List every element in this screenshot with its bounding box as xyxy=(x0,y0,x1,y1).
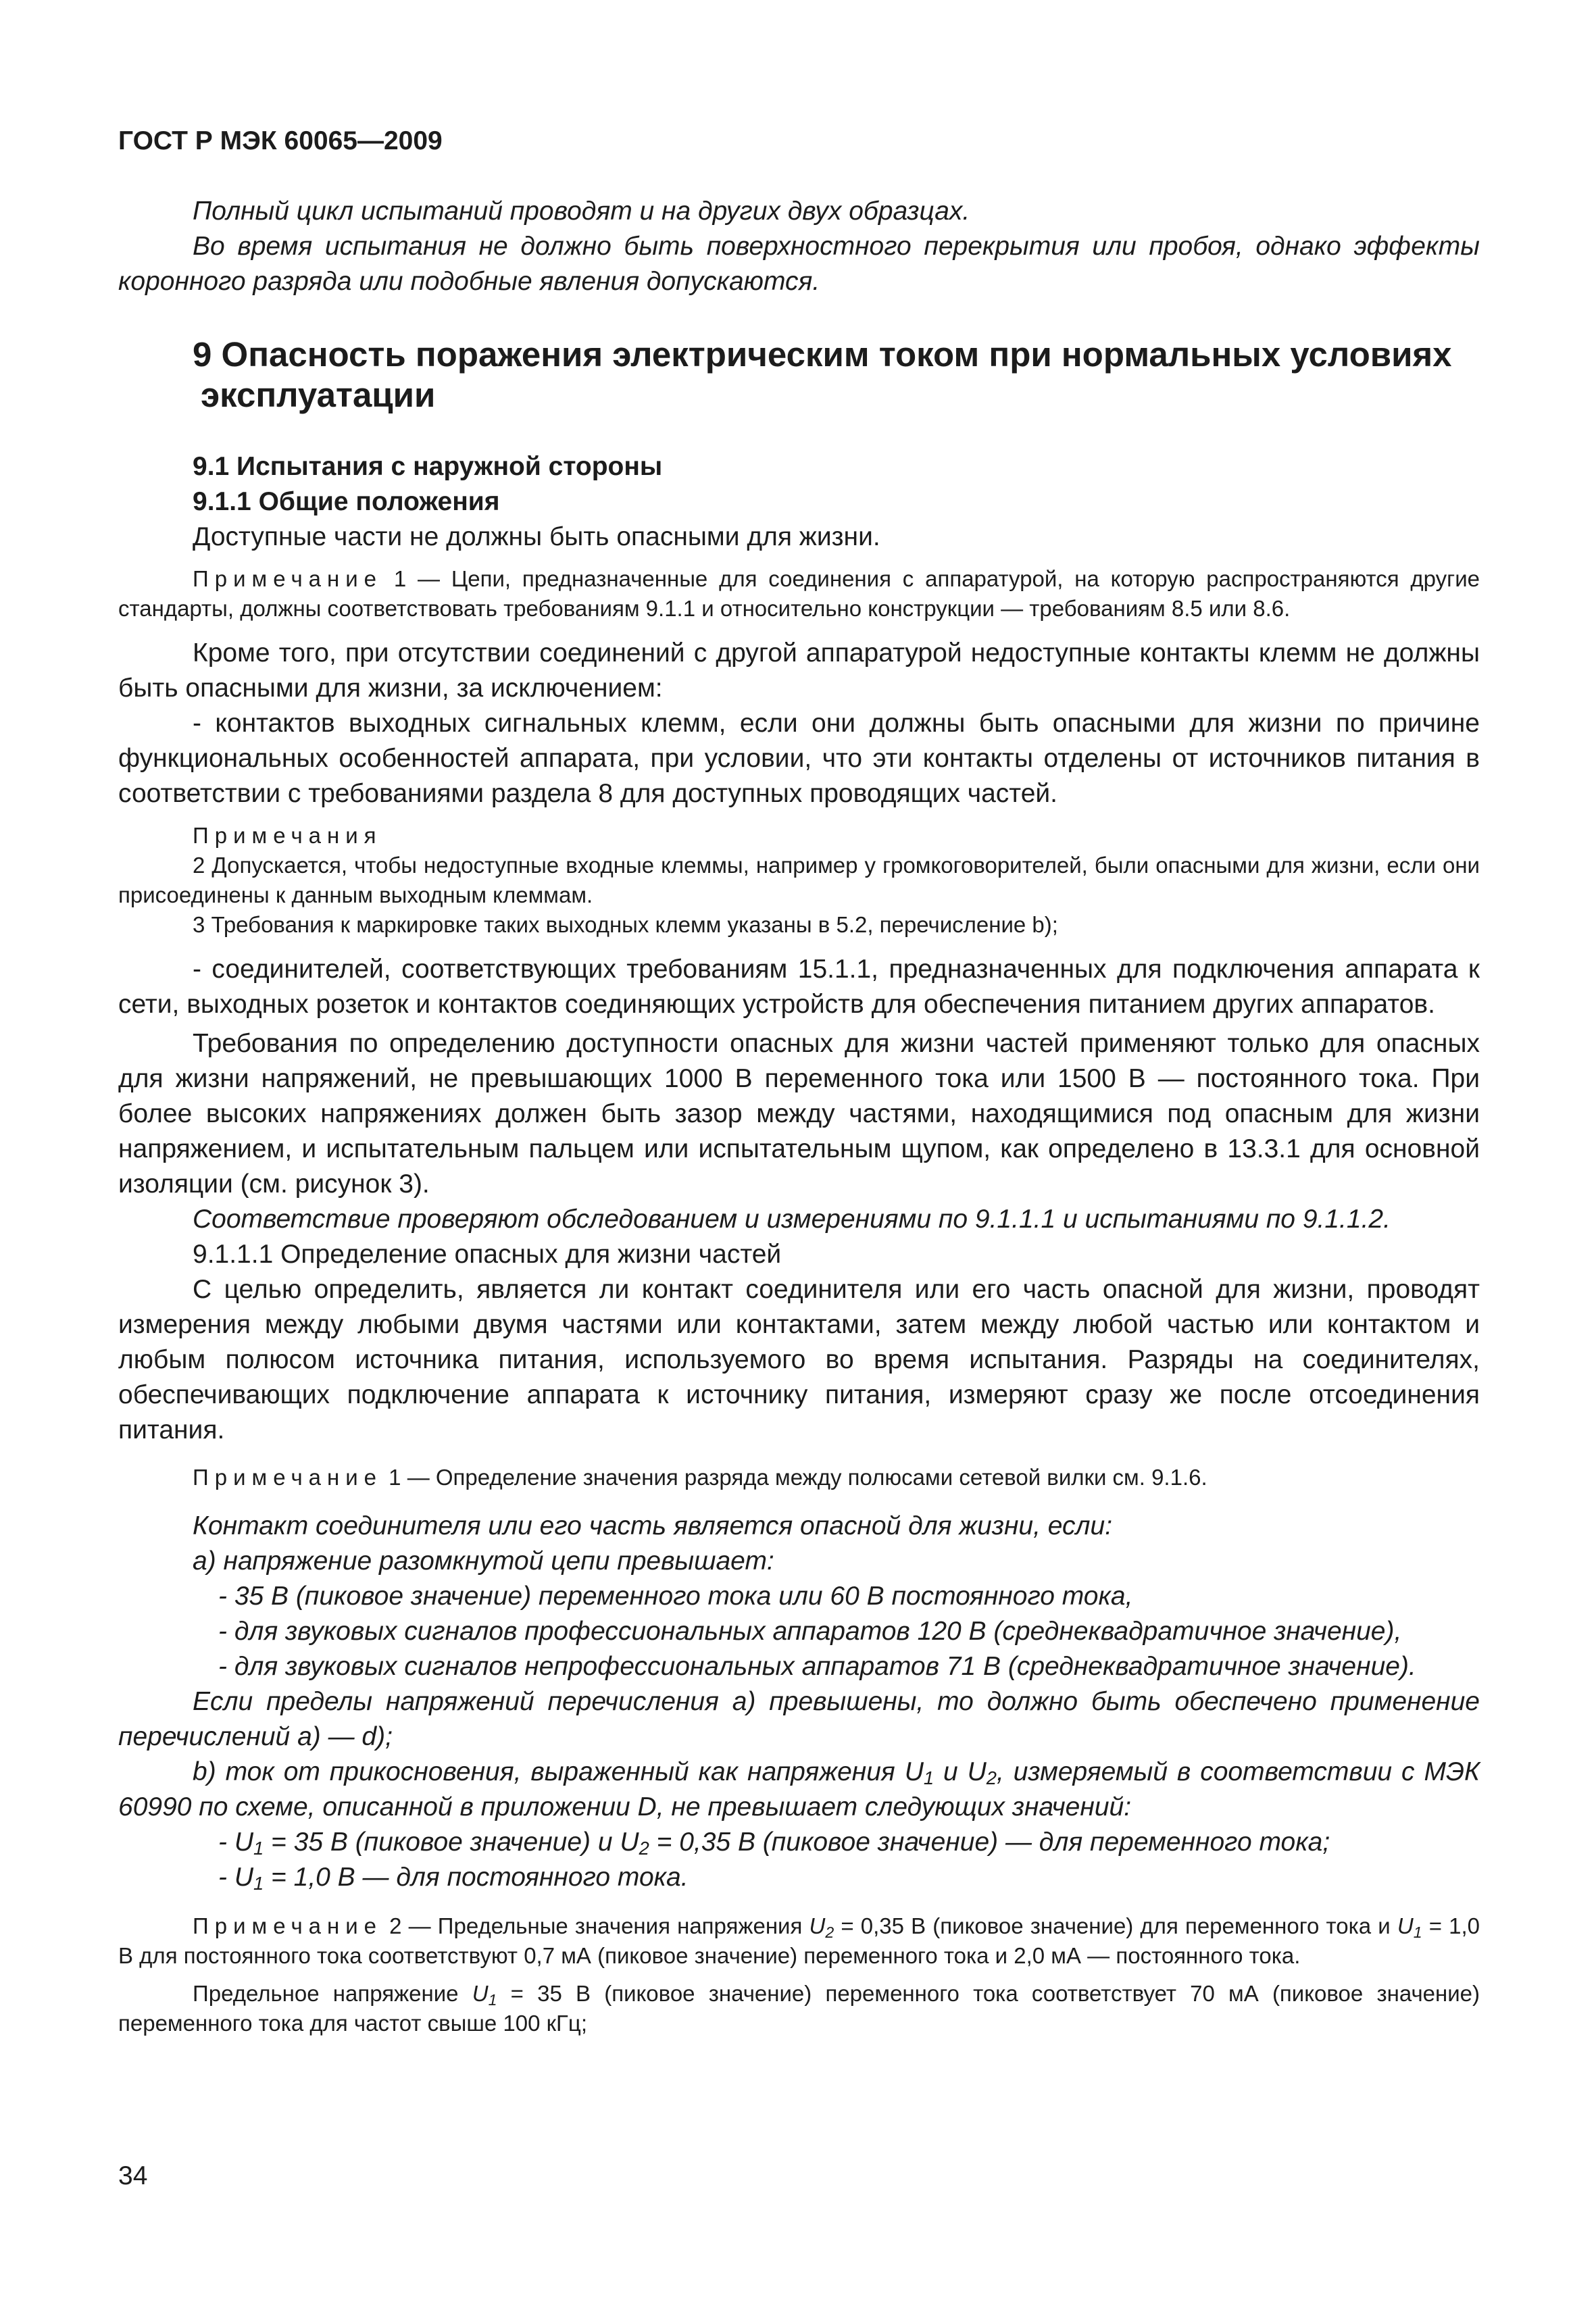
subsection-9-1-1-1-heading: 9.1.1.1 Определение опасных для жизни частей xyxy=(193,1240,782,1269)
criteria-b-text-2: и xyxy=(934,1757,968,1786)
criteria-b-item-2 xyxy=(118,1860,1480,1895)
note-2b-text-1: Предельное напряжение xyxy=(193,1981,472,2006)
subscript-2: 2 xyxy=(986,1767,997,1788)
subsection-9-1-1-heading: 9.1.1 Общие положения xyxy=(193,487,500,516)
subscript-2: 2 xyxy=(639,1838,649,1859)
notes-2-3-label: Примечания xyxy=(193,823,382,848)
note-2-limits xyxy=(118,1911,1480,1971)
note-1-discharge-text: 1 — Определение значения разряда между полюсами сетевой вилки см. 9.1.6. xyxy=(382,1465,1207,1490)
symbol-u: U xyxy=(472,1981,489,2006)
note-1-label: Примечание xyxy=(193,566,383,591)
section-9-heading xyxy=(118,334,1480,416)
subscript-1: 1 xyxy=(253,1838,264,1859)
paragraph-inaccessible-contacts: Кроме того, при отсутствии соединений с другой аппаратурой недоступные контакты клемм не должны быть опасными для жизни, за исключением: xyxy=(118,638,1480,703)
note-1-discharge xyxy=(118,1463,1480,1492)
dash: - xyxy=(218,1828,234,1857)
note-1-discharge-label: Примечание xyxy=(193,1465,383,1490)
criteria-b-text-1: b) ток от прикосновения, выраженный как напряжения xyxy=(193,1757,905,1786)
subscript-1: 1 xyxy=(253,1873,264,1894)
note-2-text: 2 Допускается, чтобы недоступные входные клеммы, например у громкоговорителей, были опасными для жизни, если они присоединены к данным выходным клеммам. xyxy=(118,853,1480,907)
note-2-text-2: = 0,35 В (пиковое значение) для переменного тока и xyxy=(834,1913,1397,1938)
criteria-b-item-2-post: = 1,0 В — для постоянного тока. xyxy=(264,1863,689,1892)
note-2b-text-2: = 35 В (пиковое значение) переменного тока соответствует 70 мА (пиковое значение) переменного тока для частот свыше 100 кГц; xyxy=(118,1981,1480,2036)
criteria-intro: Контакт соединителя или его часть является опасной для жизни, если: xyxy=(193,1511,1113,1540)
note-2-label: Примечание xyxy=(193,1913,383,1938)
criteria-b-item-1-post: = 0,35 В (пиковое значение) — для переменного тока; xyxy=(649,1828,1330,1857)
intro-paragraph-1: Полный цикл испытаний проводят и на других двух образцах. xyxy=(193,197,970,226)
note-2-text-1: 2 — Предельные значения напряжения xyxy=(382,1913,809,1938)
criteria-a-item-1: - 35 В (пиковое значение) переменного тока или 60 В постоянного тока, xyxy=(218,1582,1133,1611)
note-1 xyxy=(118,564,1480,624)
note-1-text: 1 — Цепи, предназначенные для соединения с аппаратурой, на которую распространяются другие стандарты, должны соответствовать требованиям 9.1.1 и относительно конструкции — требованиям 8.5 или 8.6. xyxy=(118,566,1480,621)
paragraph-accessible-parts: Доступные части не должны быть опасными для жизни. xyxy=(193,522,880,551)
page-number: 34 xyxy=(118,2161,148,2190)
intro-paragraph-2: Во время испытания не должно быть поверхностного перекрытия или пробоя, однако эффекты коронного разряда или подобные явления допускаются. xyxy=(118,232,1480,296)
symbol-u: U xyxy=(620,1828,639,1857)
criteria-a-item-3: - для звуковых сигналов непрофессиональных аппаратов 71 В (среднеквадратичное значение). xyxy=(218,1652,1416,1681)
symbol-u: U xyxy=(809,1913,826,1938)
symbol-u: U xyxy=(904,1757,924,1786)
symbol-u: U xyxy=(234,1863,253,1892)
paragraph-accessibility-requirements: Требования по определению доступности опасных для жизни частей применяют только для опасных для жизни напряжений, не превышающих 1000 В переменного тока или 1500 В — постоянного тока. При более высоких напряжениях должен быть зазор между частями, находящимися под опасным для жизни напряжением, и испытательным пальцем или испытательным щупом, как определено в 13.3.1 для основной изоляции (см. рисунок 3). xyxy=(118,1029,1480,1199)
criteria-a: а) напряжение разомкнутой цепи превышает: xyxy=(193,1546,774,1576)
subscript-1: 1 xyxy=(923,1767,934,1788)
subscript-1: 1 xyxy=(1413,1923,1422,1941)
subsection-9-1-heading: 9.1 Испытания с наружной стороны xyxy=(193,452,663,481)
note-2-continuation xyxy=(118,1979,1480,2038)
paragraph-connectors: - соединителей, соответствующих требованиям 15.1.1, предназначенных для подключения аппарата к сети, выходных розеток и контактов соединяющих устройств для обеспечения питанием других аппаратов. xyxy=(118,955,1480,1019)
section-9-title-line2: эксплуатации xyxy=(201,376,436,414)
section-9-title-line1: 9 Опасность поражения электрическим током при нормальных условиях xyxy=(193,335,1452,374)
notes-2-3 xyxy=(118,821,1480,940)
criteria-a-item-2: - для звуковых сигналов профессиональных аппаратов 120 В (среднеквадратичное значение), xyxy=(218,1617,1402,1646)
criteria-b-item-1-mid: = 35 В (пиковое значение) и xyxy=(264,1828,620,1857)
paragraph-compliance-check: Соответствие проверяют обследованием и измерениями по 9.1.1.1 и испытаниями по 9.1.1.2. xyxy=(193,1205,1391,1234)
symbol-u: U xyxy=(967,1757,987,1786)
criteria-b-item-1 xyxy=(118,1825,1480,1860)
dash: - xyxy=(218,1863,234,1892)
symbol-u: U xyxy=(1397,1913,1414,1938)
criteria-b-text-3: , измеряемый в соответствии с МЭК 60990 по схеме, описанной в приложении D, не превышает следующих значений: xyxy=(118,1757,1480,1821)
document-header: ГОСТ Р МЭК 60065—2009 xyxy=(118,126,443,155)
subscript-1: 1 xyxy=(488,1991,497,2009)
paragraph-output-terminals: - контактов выходных сигнальных клемм, если они должны быть опасными для жизни по причине функциональных особенностей аппарата, при условии, что эти контакты отделены от источников питания в соответствии с требованиями раздела 8 для доступных проводящих частей. xyxy=(118,709,1480,808)
criteria-b xyxy=(118,1755,1480,1825)
note-3-text: 3 Требования к маркировке таких выходных клемм указаны в 5.2, перечисление b); xyxy=(193,912,1058,937)
paragraph-measurements: С целью определить, является ли контакт соединителя или его часть опасной для жизни, проводят измерения между любыми двумя частями или контактами, затем между любой частью или контактом и любым полюсом источника питания, используемого во время испытания. Разряды на соединителях, обеспечивающих подключение аппарата к источнику питания, измеряют сразу же после отсоединения питания. xyxy=(118,1275,1480,1444)
note-2-text-3: = 1,0 В для постоянного тока соответствуют 0,7 мА (пиковое значение) переменного тока и 2,0 мА — постоянного тока. xyxy=(118,1913,1480,1968)
subscript-2: 2 xyxy=(825,1923,834,1941)
criteria-if-exceeded: Если пределы напряжений перечисления а) превышены, то должно быть обеспечено применение перечислений а) — d); xyxy=(118,1687,1480,1751)
symbol-u: U xyxy=(234,1828,253,1857)
